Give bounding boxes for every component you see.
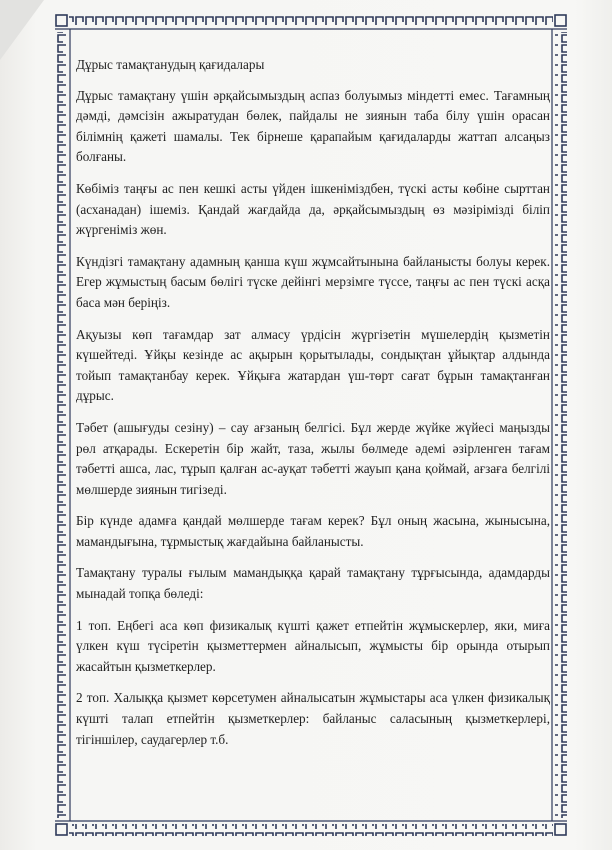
paragraph-group-2: 2 топ. Халыққа қызмет көрсетумен айналысатын жұмыстары аса үлкен физикалық күшті талап етпейтін қызметкерлер: байланыс саласының қызметкерлері, тігіншілер, саудагерлер т.б. xyxy=(76,690,550,747)
paragraph-groups-intro: Тамақтану туралы ғылым мамандыққа қарай тамақтану тұрғысында, адамдарды мынадай топқа бөледі: xyxy=(76,565,550,602)
document-title: Дұрыс тамақтанудың қағидалары xyxy=(76,57,265,72)
paragraph-daily-amount: Бір күнде адамға қандай мөлшерде тағам керек? Бұл оның жасына, жынысына, мамандығына, тұрмыстық жағдайына байланысты. xyxy=(76,513,550,549)
paragraph-appetite: Тәбет (ашығуды сезіну) – сау ағзаның белгісі. Бұл жерде жүйке жүйесі маңызды рөл атқарады. Ескеретін бір жайт, таза, жылы бөлмеде әдемі әзірленген тағам тәбетті ашса, лас, тұрып қалған ас-ауқат тәбетті жауып қана қоймай, ағзаға белгілі мөлшерде зиянын тигізеді. xyxy=(76,419,550,497)
paragraph-group-1: 1 топ. Еңбегі аса көп физикалық күшті қажет етпейтін жұмыскерлер, яки, миға үлкен күш түсіретін қызметтермен айналысып, жұмысты бір орында отырып жасайтын қызметкерлер. xyxy=(76,617,550,674)
paragraph-meals: Көбіміз таңғы ас пен кешкі асты үйден ішкеніміздбен, түскі асты көбіне сырттан (асханадан) ішеміз. Қандай жағдайда да, әрқайсымыздың өз мәзірімізді біліп жүргеніміз жөн. xyxy=(76,180,550,238)
paragraph-intro: Дұрыс тамақтану үшін әрқайсымыздың аспаз болуымыз міндетті емес. Тағамның дәмді, дәмсізін ажыратудан бөлек, пайдалы не зиянын таба білу үшін орасан білімнің қажеті шамалы. Тек бірнеше қарапайым қағидаларды жаттап алсаңыз болғаны. xyxy=(76,87,550,165)
folded-corner xyxy=(0,0,44,60)
paragraph-protein: Ақуызы көп тағамдар зат алмасу үрдісін жүргізетін мүшелердің қызметін күшейтеді. Ұйқы кезінде ас ақырын қорытылады, сондықтан ұйықтар алдында тойып тамақтанбау керек. Ұйқыға жатардан үш-төрт сағат бұрын тамақтанған дұрыс. xyxy=(76,326,550,404)
document-body xyxy=(76,55,550,761)
paragraph-daytime-eating: Күндізгі тамақтану адамның қанша күш жұмсайтынына байланысты болуы керек. Егер жұмыстың басым бөлігі түске дейінгі мерзімге түссе, таңғы ас пен түскі асқа баса мән беріңіз. xyxy=(76,253,550,310)
